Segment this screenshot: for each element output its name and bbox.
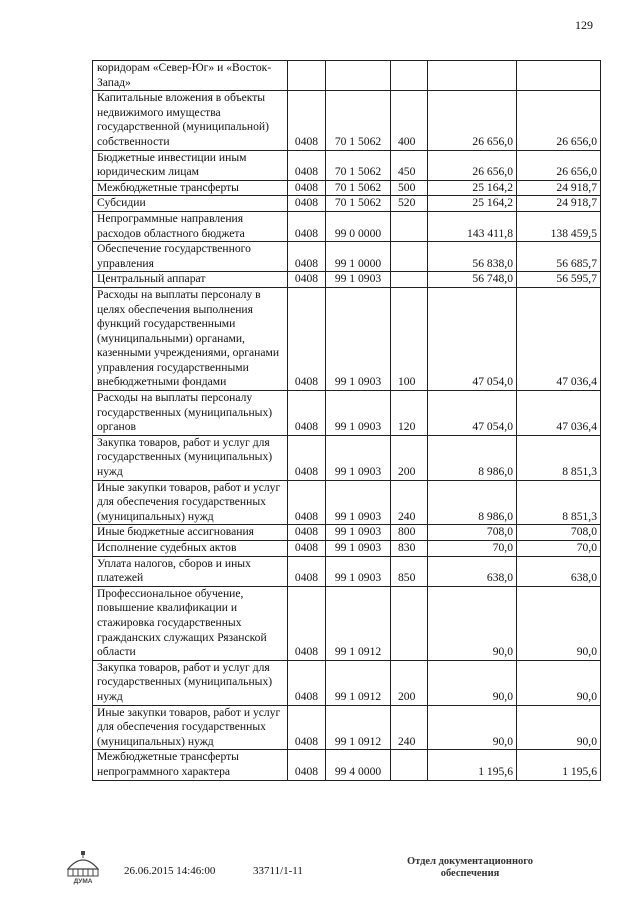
row-name: Центральный аппарат xyxy=(93,272,288,288)
row-expense-type: 200 xyxy=(391,435,428,480)
row-article: 99 1 0903 xyxy=(326,556,391,586)
row-article: 99 1 0903 xyxy=(326,391,391,436)
row-article xyxy=(326,61,391,91)
row-actual: 90,0 xyxy=(517,660,601,705)
row-section: 0408 xyxy=(288,287,326,390)
table-row xyxy=(93,287,601,390)
row-actual: 47 036,4 xyxy=(517,391,601,436)
table-body xyxy=(93,61,601,781)
row-name: Непрограммные направления расходов областного бюджета xyxy=(93,211,288,241)
row-actual: 56 595,7 xyxy=(517,272,601,288)
row-expense-type: 120 xyxy=(391,391,428,436)
row-section: 0408 xyxy=(288,525,326,541)
row-expense-type: 500 xyxy=(391,180,428,196)
row-article: 70 1 5062 xyxy=(326,91,391,150)
row-expense-type: 240 xyxy=(391,480,428,525)
row-article: 99 1 0903 xyxy=(326,272,391,288)
row-article: 99 1 0912 xyxy=(326,660,391,705)
row-section: 0408 xyxy=(288,242,326,272)
row-actual: 138 459,5 xyxy=(517,211,601,241)
footer-doc-number: 33711/1-11 xyxy=(253,865,303,877)
row-actual: 90,0 xyxy=(517,705,601,750)
row-name: Расходы на выплаты персоналу в целях обеспечения выполнения функций государственными (муниципальными) органами, казенными учреждениями, органами управления государственными внебюджетными фондами xyxy=(93,287,288,390)
row-expense-type xyxy=(391,272,428,288)
row-section xyxy=(288,61,326,91)
footer-department-line1: Отдел документационного xyxy=(406,856,534,867)
row-section: 0408 xyxy=(288,91,326,150)
row-article: 99 1 0903 xyxy=(326,480,391,525)
row-article: 99 4 0000 xyxy=(326,750,391,780)
row-plan: 26 656,0 xyxy=(428,150,517,180)
row-article: 99 1 0912 xyxy=(326,586,391,660)
row-article: 99 1 0903 xyxy=(326,541,391,557)
row-actual: 26 656,0 xyxy=(517,91,601,150)
row-section: 0408 xyxy=(288,211,326,241)
row-article: 99 1 0903 xyxy=(326,525,391,541)
row-article: 99 0 0000 xyxy=(326,211,391,241)
row-plan: 143 411,8 xyxy=(428,211,517,241)
row-section: 0408 xyxy=(288,272,326,288)
row-plan: 638,0 xyxy=(428,556,517,586)
row-expense-type: 800 xyxy=(391,525,428,541)
table-row xyxy=(93,480,601,525)
row-section: 0408 xyxy=(288,150,326,180)
row-actual: 90,0 xyxy=(517,586,601,660)
table-row xyxy=(93,61,601,91)
table-row xyxy=(93,196,601,212)
row-section: 0408 xyxy=(288,750,326,780)
row-name: Иные закупки товаров, работ и услуг для обеспечения государственных (муниципальных) нужд xyxy=(93,705,288,750)
row-expense-type xyxy=(391,586,428,660)
row-name: Исполнение судебных актов xyxy=(93,541,288,557)
row-article: 70 1 5062 xyxy=(326,196,391,212)
row-actual: 24 918,7 xyxy=(517,180,601,196)
row-name: коридорам «Север-Юг» и «Восток-Запад» xyxy=(93,61,288,91)
row-name: Межбюджетные трансферты xyxy=(93,180,288,196)
row-plan: 90,0 xyxy=(428,586,517,660)
table-row xyxy=(93,435,601,480)
row-actual: 26 656,0 xyxy=(517,150,601,180)
row-article: 99 1 0912 xyxy=(326,705,391,750)
row-name: Профессиональное обучение, повышение квалификации и стажировка государственных гражданских служащих Рязанской области xyxy=(93,586,288,660)
row-expense-type: 850 xyxy=(391,556,428,586)
row-article: 99 1 0000 xyxy=(326,242,391,272)
row-plan xyxy=(428,61,517,91)
row-section: 0408 xyxy=(288,586,326,660)
row-expense-type: 520 xyxy=(391,196,428,212)
row-plan: 25 164,2 xyxy=(428,196,517,212)
row-plan: 90,0 xyxy=(428,705,517,750)
row-expense-type xyxy=(391,750,428,780)
row-plan: 47 054,0 xyxy=(428,287,517,390)
page-number: 129 xyxy=(575,18,593,32)
row-article: 70 1 5062 xyxy=(326,180,391,196)
row-name: Капитальные вложения в объекты недвижимого имущества государственной (муниципальной) собственности xyxy=(93,91,288,150)
row-expense-type: 450 xyxy=(391,150,428,180)
table-row xyxy=(93,91,601,150)
row-actual xyxy=(517,61,601,91)
table-row xyxy=(93,750,601,780)
row-name: Субсидии xyxy=(93,196,288,212)
row-section: 0408 xyxy=(288,556,326,586)
duma-emblem xyxy=(60,849,106,885)
row-section: 0408 xyxy=(288,435,326,480)
table-row xyxy=(93,660,601,705)
table-row xyxy=(93,150,601,180)
table-row xyxy=(93,272,601,288)
row-section: 0408 xyxy=(288,705,326,750)
table-row xyxy=(93,556,601,586)
row-expense-type: 100 xyxy=(391,287,428,390)
table-row xyxy=(93,586,601,660)
row-section: 0408 xyxy=(288,660,326,705)
row-name: Расходы на выплаты персоналу государственных (муниципальных) органов xyxy=(93,391,288,436)
table-row xyxy=(93,180,601,196)
row-actual: 56 685,7 xyxy=(517,242,601,272)
row-plan: 25 164,2 xyxy=(428,180,517,196)
row-section: 0408 xyxy=(288,391,326,436)
footer-department-line2: обеспечения xyxy=(440,868,500,879)
row-plan: 90,0 xyxy=(428,660,517,705)
table-row xyxy=(93,705,601,750)
table-row xyxy=(93,391,601,436)
row-expense-type xyxy=(391,61,428,91)
row-name: Обеспечение государственного управления xyxy=(93,242,288,272)
row-actual: 708,0 xyxy=(517,525,601,541)
row-plan: 8 986,0 xyxy=(428,480,517,525)
row-name: Закупка товаров, работ и услуг для государственных (муниципальных) нужд xyxy=(93,435,288,480)
row-expense-type: 830 xyxy=(391,541,428,557)
row-name: Иные бюджетные ассигнования xyxy=(93,525,288,541)
row-actual: 70,0 xyxy=(517,541,601,557)
table-row xyxy=(93,211,601,241)
emblem-dome xyxy=(68,860,98,869)
row-name: Уплата налогов, сборов и иных платежей xyxy=(93,556,288,586)
table-row xyxy=(93,242,601,272)
row-actual: 24 918,7 xyxy=(517,196,601,212)
row-article: 99 1 0903 xyxy=(326,287,391,390)
row-expense-type xyxy=(391,211,428,241)
row-article: 70 1 5062 xyxy=(326,150,391,180)
row-name: Межбюджетные трансферты непрограммного характера xyxy=(93,750,288,780)
row-expense-type: 240 xyxy=(391,705,428,750)
row-section: 0408 xyxy=(288,480,326,525)
row-expense-type: 400 xyxy=(391,91,428,150)
row-article: 99 1 0903 xyxy=(326,435,391,480)
row-name: Бюджетные инвестиции иным юридическим лицам xyxy=(93,150,288,180)
row-plan: 708,0 xyxy=(428,525,517,541)
row-actual: 638,0 xyxy=(517,556,601,586)
row-section: 0408 xyxy=(288,541,326,557)
row-expense-type xyxy=(391,242,428,272)
footer-department xyxy=(395,856,545,880)
row-expense-type: 200 xyxy=(391,660,428,705)
row-plan: 47 054,0 xyxy=(428,391,517,436)
row-actual: 1 195,6 xyxy=(517,750,601,780)
row-section: 0408 xyxy=(288,180,326,196)
table-row xyxy=(93,525,601,541)
table-row xyxy=(93,541,601,557)
budget-table xyxy=(92,60,601,781)
row-plan: 8 986,0 xyxy=(428,435,517,480)
row-plan: 70,0 xyxy=(428,541,517,557)
row-actual: 8 851,3 xyxy=(517,480,601,525)
emblem-text: ДУМА xyxy=(73,878,93,885)
row-name: Иные закупки товаров, работ и услуг для обеспечения государственных (муниципальных) нужд xyxy=(93,480,288,525)
row-section: 0408 xyxy=(288,196,326,212)
row-plan: 26 656,0 xyxy=(428,91,517,150)
row-actual: 47 036,4 xyxy=(517,287,601,390)
row-plan: 1 195,6 xyxy=(428,750,517,780)
row-plan: 56 748,0 xyxy=(428,272,517,288)
row-plan: 56 838,0 xyxy=(428,242,517,272)
row-name: Закупка товаров, работ и услуг для государственных (муниципальных) нужд xyxy=(93,660,288,705)
row-actual: 8 851,3 xyxy=(517,435,601,480)
footer-date: 26.06.2015 14:46:00 xyxy=(124,865,216,877)
